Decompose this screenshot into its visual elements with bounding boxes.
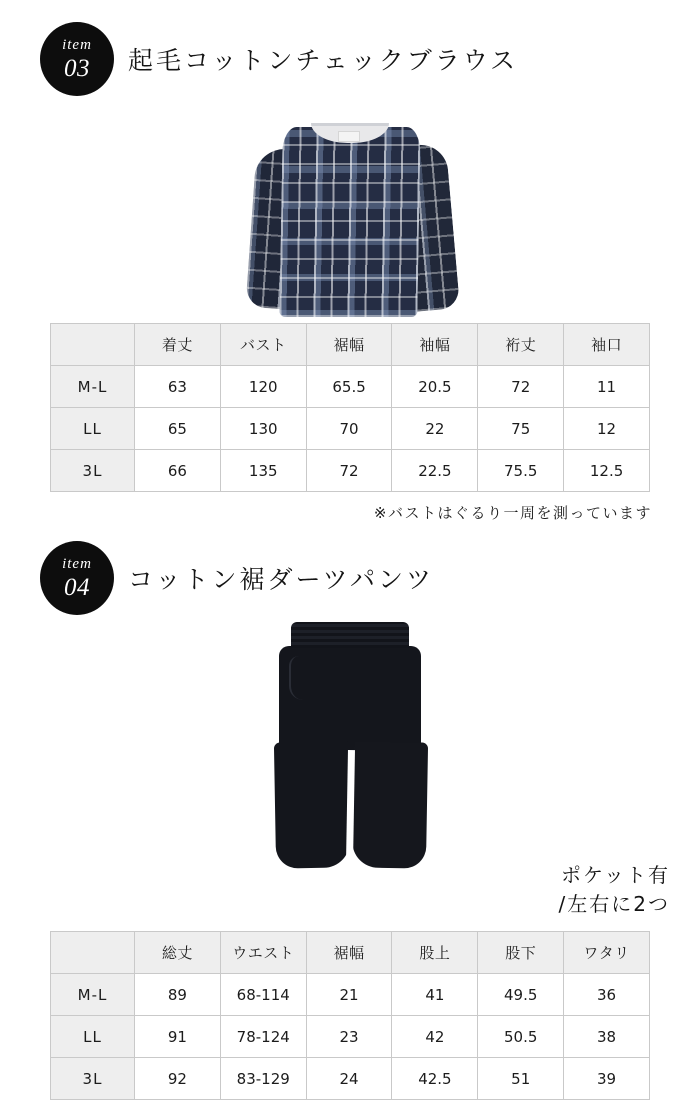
table-cell: 42 <box>392 1016 478 1058</box>
table-cell: 70 <box>306 408 392 450</box>
table-cell: 65 <box>135 408 221 450</box>
row-header-size: M-L <box>51 974 135 1016</box>
table-row <box>51 366 650 408</box>
column-header: バスト <box>220 324 306 366</box>
table-cell: 68-114 <box>220 974 306 1016</box>
pants-elastic-waist <box>291 622 409 648</box>
table-cell: 41 <box>392 974 478 1016</box>
row-header-size: LL <box>51 1016 135 1058</box>
column-header: 股上 <box>392 932 478 974</box>
column-header: 股下 <box>478 932 564 974</box>
blouse-brand-tag <box>338 131 360 142</box>
size-table-03 <box>50 323 650 492</box>
table-header-row <box>51 324 650 366</box>
table-row <box>51 974 650 1016</box>
item-badge-number: 03 <box>64 54 90 82</box>
size-table-wrap-04 <box>0 931 700 1100</box>
table-cell: 22 <box>392 408 478 450</box>
row-header-size: LL <box>51 408 135 450</box>
item-header-04 <box>0 541 700 615</box>
table-cell: 12.5 <box>564 450 650 492</box>
table-cell: 89 <box>135 974 221 1016</box>
column-header: 着丈 <box>135 324 221 366</box>
pants-side-pocket <box>289 656 319 700</box>
table-cell: 130 <box>220 408 306 450</box>
table-row <box>51 408 650 450</box>
table-cell: 36 <box>564 974 650 1016</box>
table-cell: 50.5 <box>478 1016 564 1058</box>
size-table-04 <box>50 931 650 1100</box>
row-header-size: 3L <box>51 1058 135 1100</box>
pocket-annotation <box>0 861 700 919</box>
table-header-row <box>51 932 650 974</box>
pants-illustration <box>255 622 445 867</box>
item-badge-03 <box>40 22 114 96</box>
table-cell: 75.5 <box>478 450 564 492</box>
size-table-wrap-03 <box>0 323 700 492</box>
item-badge-04 <box>40 541 114 615</box>
pocket-annotation-line-2: /左右に2つ <box>558 892 670 916</box>
item-badge-number: 04 <box>64 573 90 601</box>
column-header: 裾幅 <box>306 932 392 974</box>
table-cell: 92 <box>135 1058 221 1100</box>
pants-left-leg <box>274 741 350 868</box>
pocket-annotation-line-1: ポケット有 <box>561 863 670 887</box>
table-row <box>51 450 650 492</box>
column-header: ワタリ <box>564 932 650 974</box>
table-cell: 39 <box>564 1058 650 1100</box>
table-cell: 66 <box>135 450 221 492</box>
table-cell: 120 <box>220 366 306 408</box>
item-title-03: 起毛コットンチェックブラウス <box>128 46 519 75</box>
column-header: 総丈 <box>135 932 221 974</box>
bust-measurement-note: ※バストはぐるり一周を測っています <box>373 504 652 522</box>
table-cell: 11 <box>564 366 650 408</box>
table-cell: 38 <box>564 1016 650 1058</box>
item-header-03 <box>0 0 700 96</box>
table-cell: 135 <box>220 450 306 492</box>
row-header-size: M-L <box>51 366 135 408</box>
table-cell: 72 <box>478 366 564 408</box>
product-photo-pants <box>0 617 700 867</box>
blouse-body <box>279 127 420 317</box>
table-cell: 20.5 <box>392 366 478 408</box>
blouse-illustration <box>245 119 455 319</box>
column-header: 袖口 <box>564 324 650 366</box>
table-cell: 91 <box>135 1016 221 1058</box>
column-header: 裾幅 <box>306 324 392 366</box>
column-header: ウエスト <box>220 932 306 974</box>
table-cell: 83-129 <box>220 1058 306 1100</box>
table-row <box>51 1016 650 1058</box>
table-cell: 72 <box>306 450 392 492</box>
product-photo-blouse <box>0 104 700 319</box>
item-badge-label: item <box>62 36 92 53</box>
table-corner-cell <box>51 324 135 366</box>
table-cell: 51 <box>478 1058 564 1100</box>
table-cell: 12 <box>564 408 650 450</box>
table-corner-cell <box>51 932 135 974</box>
column-header: 袖幅 <box>392 324 478 366</box>
table-cell: 21 <box>306 974 392 1016</box>
column-header: 裄丈 <box>478 324 564 366</box>
table-cell: 65.5 <box>306 366 392 408</box>
row-header-size: 3L <box>51 450 135 492</box>
table-cell: 23 <box>306 1016 392 1058</box>
table-row <box>51 1058 650 1100</box>
table-cell: 78-124 <box>220 1016 306 1058</box>
table-cell: 75 <box>478 408 564 450</box>
table-cell: 49.5 <box>478 974 564 1016</box>
table-cell: 22.5 <box>392 450 478 492</box>
item-badge-label: item <box>62 555 92 572</box>
pants-right-leg <box>352 741 428 868</box>
item-title-04: コットン裾ダーツパンツ <box>128 565 435 594</box>
table-cell: 24 <box>306 1058 392 1100</box>
table-cell: 42.5 <box>392 1058 478 1100</box>
table-cell: 63 <box>135 366 221 408</box>
